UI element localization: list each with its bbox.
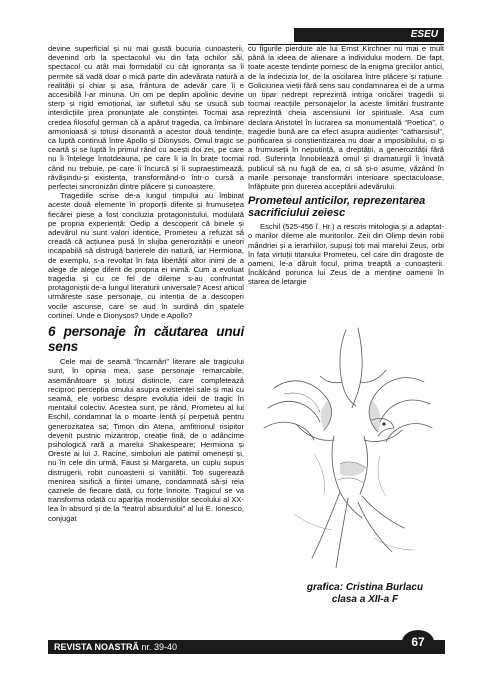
paragraph: Tragediile scrise de-a lungul timpului au îmbinat aceste două elemente în proporții diferite și frumusețea fiecărei piese a fost concluzia protagonistului, modulată pe propria experiență: Oedip a descoperit că binele și adevărul nu sunt valori identice, Prometeu a refuzat să creadă că acțiunea pusă în slujba generozității e uneori incapabilă să distrugă barierele din natură, iar Hermiona, de exemplu, s-a revoltat în fața libertății altor inimi de a alege de alege diferit de propria ei inimă. Cum a evoluat tragedia și cu ce fel de dileme s-au confruntat protagoniștii de-a lungul literaturii universale? Acest articol urmărește sase personaje, cu intenția de a descoperi vocile ascunse, care se aud în surdină din spatele cortinei. Unde e Dionysos? Unde e Apollo? xyxy=(48,191,244,320)
image-caption xyxy=(290,582,440,606)
left-column xyxy=(48,44,244,523)
paragraph: cu figurile pierdute ale lui Ernst Kirchner nu mai e mult până la ideea de alienare a individului modern. De fapt, toate aceste tendințe pornesc de la enigma greciilor antici, de la indecizia lor, de la oscilarea între plăcere și rațiune. Goliciunea vieții fără sens sau condamnarea ei de a urma un tipar nedrept reprezintă intriga oricărei tragedii și tocmai reacțiile personajelor la aceste limitări frustrante reprezintă cheia ascensiunii lor spirituale. Asa cum declara Aristotel în lucrarea sa monumentală “Poetica”, o tragedie bună are ca efect asupra audienței “catharsisul”, purificarea și conștientizarea nu doar a imposibilului, ci și a frumuseții în neputință, a dreptății, a generozității fără rod. Suferința înnobilează omul și dramaturgii îi învață publicul să nu fugă de ea, ci să și-o asume, văzând în marile personaje transformări interioare spectaculoase, înfăptuite prin durerea acceptării adevărului. xyxy=(248,44,444,192)
issue-number: nr. 39-40 xyxy=(141,642,178,652)
illustration xyxy=(254,324,442,578)
caption-credit: grafica: Cristina Burlacu xyxy=(306,582,424,593)
paragraph: devine superficial și nu mai gustă bucuria cunoașterii, devenind orb la spectacolul viu din fața ochilor săi, spectacol cu atât mai formidabil cu cât ignoranța sa îi permite să vadă doar o mică parte din adevărata natură a realității și chiar și asa, frântura de adevăr care îi e accesibilă l-ar minuna. Un om pe deplin apolinic devine sterp și rigid emoțional, iar sufletul său se usucă sub interdicțiile prea pronunțate ale conștiinței. Tocmai asa credea filosoful german că a apărut tragedia, ca îmbinare armonioasă și totuși disonantă a acestor două tendințe, ca luptă continuă între Apollo și Dionysos. Omul tragic se ceartă și se luptă în primul rând cu acești doi zei, pe care nu îi înțelege întotdeauna, pe care îi ia în brațe tocmai când nu trebuie, pe care îi încurcă și îi supraestimează, răvășindu-și existența, transformând-o într-o cursă a perfectei sincronizări dintre plăcere și cunoaștere. xyxy=(48,44,244,192)
page-number: 67 xyxy=(402,630,434,654)
paragraph: Eschil (525-456 î. Hr.) a rescris mitologia și a adaptat-o marilor dileme ale muritorilor. Zeii din Olimp devin robii mândriei și a ierarhiilor, supuși toți mai marelui Zeus, orbi în fața virtuții titanului Prometeu, cel care din dragoste de oameni, le-a dăruit focul, prima treaptă a cunoașterii. Încălcând porunca lui Zeus de a menține oamenii în starea de letargie xyxy=(248,222,444,287)
paragraph: Cele mai de seamă “încarnări” literare ale tragicului sunt, în opinia mea, șase personaje remarcabile, asemănătoare și totuși distincte, care completează reciproc percepția omului asupra existenței sale și mai cu seamă, ele vorbesc despre evoluția ideii de tragic în mentalul colectiv. Acestea sunt, pe rând, Prometeu al lui Eschil, condamnat la o moarte lentă și perpetuă pentru generozitatea sa; Timon din Atena, amfitrionul risipitor devenit pustnic mizantrop, creație fină, de o adâncime psihologică rară a marelui Shakespeare; Hermiona și Oreste ai lui J. Racine, simboluri ale patimii omenești și, nu în cele din urmă, Faust și Margareta, un cuplu supus distrugerii, robit cunoașterii și vanității. Toți sugerează menirea sisifică a fiintei umane, condamnată să-și reia caznele de fiecare dată, cu forțe înnoite. Tragicul se va transforma odată cu apariția modernistilor secolului al XX-lea în absurd și de la “teatrul absurdului” al lui E. Ionesco, conjugat xyxy=(48,357,244,523)
right-column xyxy=(248,44,444,287)
caption-class: clasa a XII-a F xyxy=(331,594,399,605)
heading-line: Prometeul anticilor, reprezentarea xyxy=(248,195,426,208)
section-label: ESEU xyxy=(294,28,444,42)
section-heading xyxy=(248,195,444,219)
heading-line: sacrificiului zeiesc xyxy=(248,207,346,220)
magazine-name: REVISTA NOASTRĂ xyxy=(54,642,142,652)
section-heading: 6 personaje în căutarea unui sens xyxy=(48,324,244,355)
footer-bar xyxy=(48,640,445,654)
